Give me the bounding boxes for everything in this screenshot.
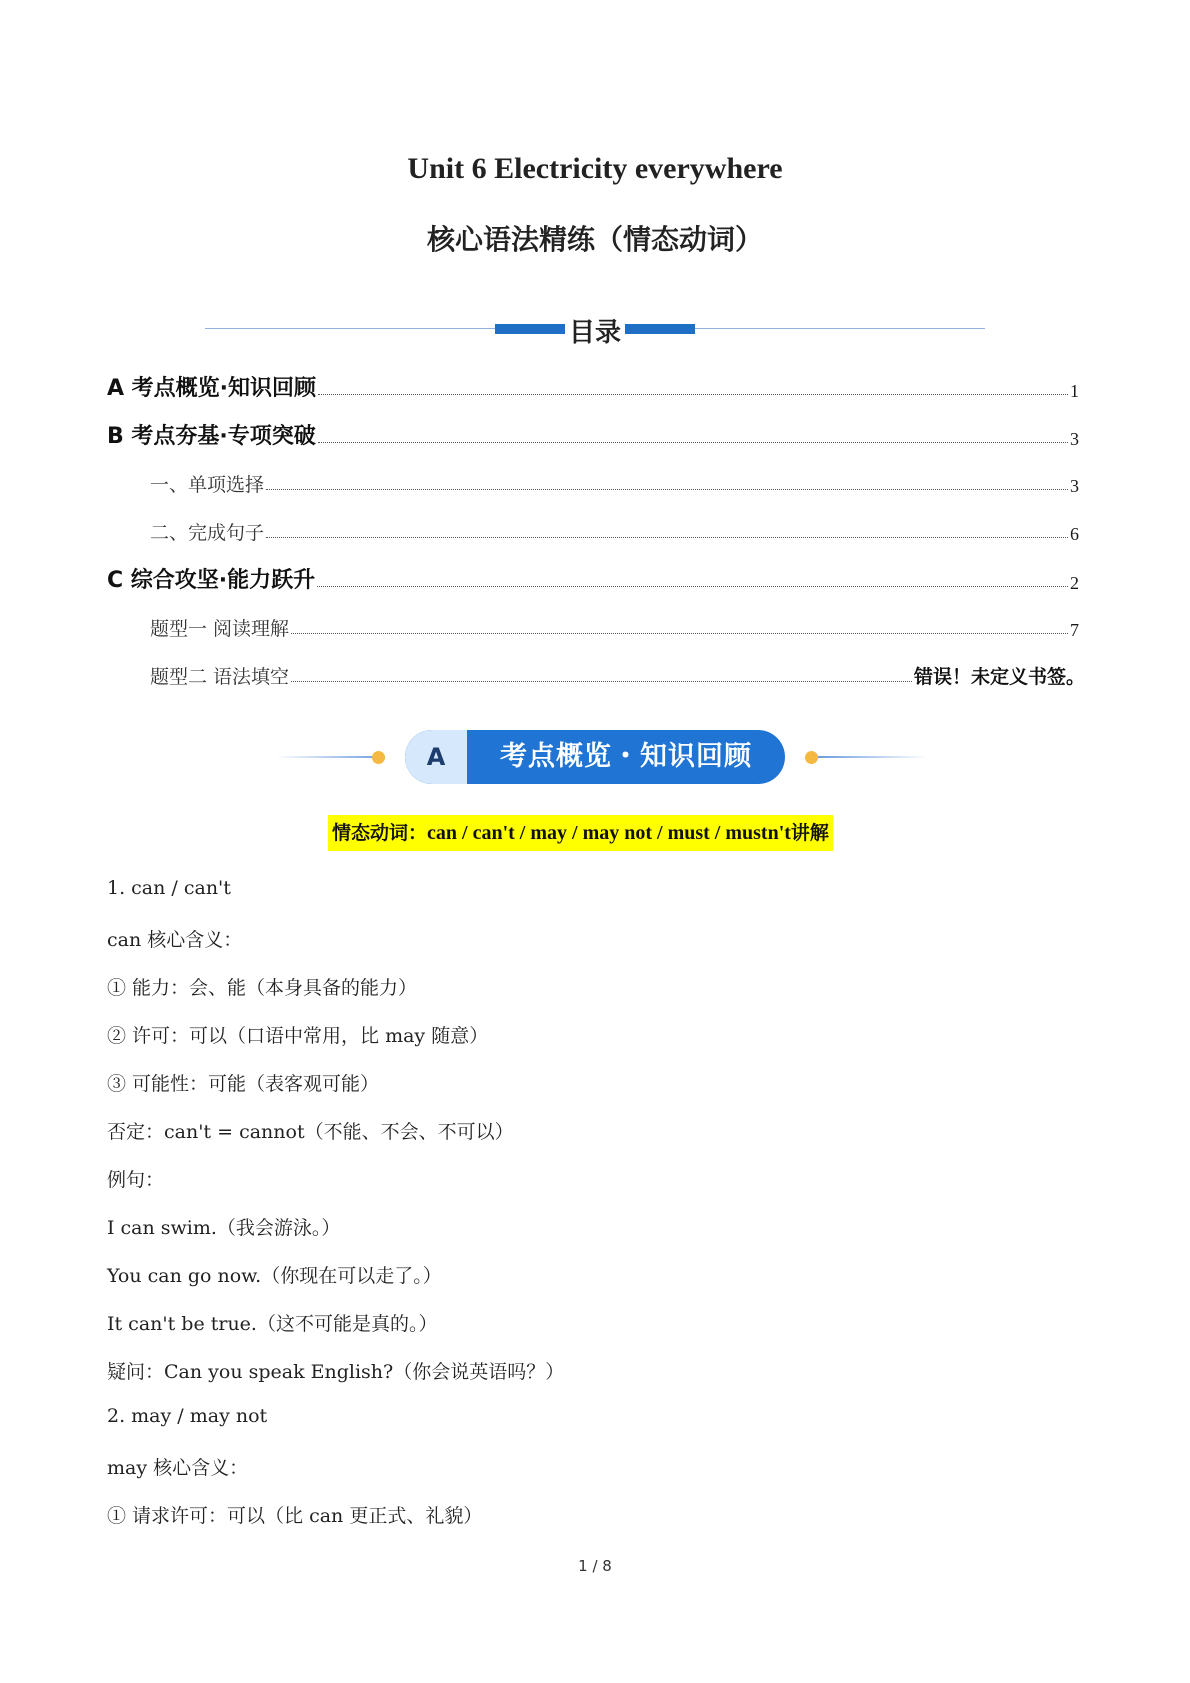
toc-heading <box>205 312 985 348</box>
toc-entry-page: 7 <box>1070 620 1079 640</box>
toc-leader <box>266 489 1068 490</box>
banner-line-left <box>275 756 385 758</box>
body-line: 否定：can't = cannot（不能、不会、不可以） <box>107 1121 514 1143</box>
example-sentence: I can swim.（我会游泳。） <box>107 1217 341 1239</box>
page-number: 1 / 8 <box>578 1557 612 1575</box>
toc-entry-label: B 考点夯基·专项突破 <box>107 424 316 449</box>
toc-entry-page: 1 <box>1070 381 1079 401</box>
toc-entry-b1[interactable] <box>150 467 1079 497</box>
toc-entry-c[interactable] <box>107 564 1079 594</box>
highlight-prefix: 情态动词： <box>332 822 428 844</box>
highlight-words: can / can't / may / may not / must / mustn't <box>427 822 791 844</box>
toc-entry-a[interactable] <box>107 372 1079 402</box>
banner-title: 考点概览・知识回顾 <box>500 741 752 772</box>
section-heading-may: 2. may / may not <box>107 1405 268 1427</box>
toc-entry-label: 题型一 阅读理解 <box>150 618 290 640</box>
toc-entry-b2[interactable] <box>150 515 1079 545</box>
toc-entry-c1[interactable] <box>150 611 1079 641</box>
body-line: 例句： <box>107 1169 165 1191</box>
toc-entry-page: 6 <box>1070 524 1079 544</box>
highlight-suffix: 讲解 <box>790 822 829 844</box>
body-line: ③ 可能性：可能（表客观可能） <box>107 1073 380 1095</box>
page-subtitle: 核心语法精练（情态动词） <box>426 223 763 256</box>
toc-entry-label: 二、完成句子 <box>150 522 265 544</box>
banner-dot-right <box>805 751 818 764</box>
toc-entry-page: 3 <box>1070 476 1079 496</box>
toc-leader <box>318 394 1068 395</box>
section-a-banner <box>265 728 925 788</box>
section-heading-can: 1. can / can't <box>107 877 231 899</box>
toc-heading-label: 目录 <box>568 318 621 348</box>
highlighted-heading <box>328 815 833 851</box>
banner-line-right <box>818 756 928 758</box>
toc-entry-label: 题型二 语法填空 <box>150 666 290 688</box>
toc-entry-page: 3 <box>1070 429 1079 449</box>
toc-entry-page-error: 错误！未定义书签。 <box>913 666 1085 688</box>
body-line: may 核心含义： <box>107 1457 249 1479</box>
toc-leader <box>317 586 1068 587</box>
toc-entry-label: A 考点概览·知识回顾 <box>107 376 317 401</box>
banner-dot-left <box>372 751 385 764</box>
toc-leader <box>291 681 912 682</box>
page-title: Unit 6 Electricity everywhere <box>407 152 783 185</box>
body-line: can 核心含义： <box>107 929 243 951</box>
example-sentence: It can't be true.（这不可能是真的。） <box>107 1313 438 1335</box>
example-sentence: 疑问：Can you speak English?（你会说英语吗？） <box>107 1361 565 1383</box>
toc-entry-label: C 综合攻坚·能力跃升 <box>107 568 316 593</box>
body-line: ② 许可：可以（口语中常用，比 may 随意） <box>107 1025 489 1047</box>
toc-leader <box>291 633 1068 634</box>
toc-entry-label: 一、单项选择 <box>150 474 265 496</box>
toc-entry-page: 2 <box>1070 573 1079 593</box>
body-line: ① 能力：会、能（本身具备的能力） <box>107 977 418 999</box>
body-line: ① 请求许可：可以（比 can 更正式、礼貌） <box>107 1505 483 1527</box>
example-sentence: You can go now.（你现在可以走了。） <box>107 1265 442 1287</box>
toc-entry-c2[interactable] <box>150 659 1085 689</box>
toc-leader <box>318 442 1068 443</box>
toc-entry-b[interactable] <box>107 420 1079 450</box>
banner-pill <box>405 730 785 784</box>
toc-leader <box>266 537 1068 538</box>
banner-letter: A <box>405 730 467 784</box>
